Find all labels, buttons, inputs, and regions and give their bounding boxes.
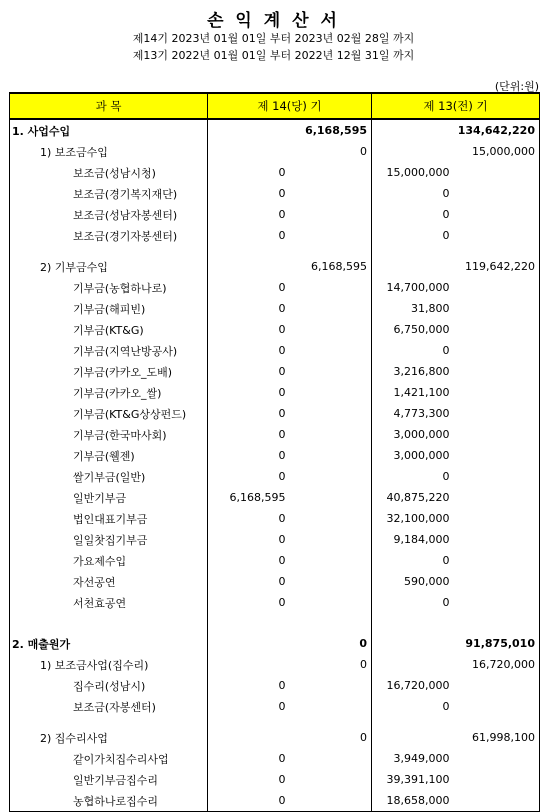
- current-detail: 0: [278, 323, 286, 336]
- prior-subtotal: [454, 382, 540, 403]
- prior-subtotal: [454, 550, 540, 571]
- prior-detail: 3,949,000: [393, 752, 450, 765]
- table-row: [10, 748, 540, 769]
- current-detail: 0: [278, 344, 286, 357]
- current-detail: 0: [278, 752, 286, 765]
- table-row: [10, 277, 540, 298]
- prior-subtotal: [454, 696, 540, 717]
- prior-subtotal: [454, 487, 540, 508]
- current-subtotal: 0: [290, 654, 372, 675]
- current-detail: [208, 654, 290, 675]
- current-detail: [208, 727, 290, 748]
- current-subtotal: [290, 340, 372, 361]
- prior-subtotal: [454, 225, 540, 246]
- prior-detail: [372, 256, 454, 277]
- current-subtotal: [290, 675, 372, 696]
- row-label: 법인대표기부금: [10, 508, 208, 529]
- current-detail: 0: [278, 281, 286, 294]
- prior-subtotal: [454, 508, 540, 529]
- current-detail: 0: [278, 512, 286, 525]
- current-detail: [208, 119, 290, 141]
- prior-subtotal: 15,000,000: [472, 145, 535, 158]
- prior-detail: [372, 654, 454, 675]
- prior-subtotal: [454, 748, 540, 769]
- row-label: 농협하나로집수리: [10, 790, 208, 812]
- row-label: 집수리(성남시): [10, 675, 208, 696]
- prior-detail: 3,216,800: [393, 365, 450, 378]
- prior-subtotal: 91,875,010: [465, 637, 535, 650]
- current-subtotal: [290, 571, 372, 592]
- current-detail: 0: [278, 773, 286, 786]
- prior-detail: [372, 119, 454, 141]
- current-detail: 0: [278, 428, 286, 441]
- prior-detail: 590,000: [404, 575, 450, 588]
- row-label: 1) 보조금수입: [10, 141, 208, 162]
- current-detail: 0: [278, 187, 286, 200]
- row-label: 일반기부금: [10, 487, 208, 508]
- current-detail: 0: [278, 794, 286, 807]
- prior-detail: 39,391,100: [386, 773, 450, 786]
- table-row: [10, 508, 540, 529]
- row-label: 보조금(성남자봉센터): [10, 204, 208, 225]
- current-subtotal: [290, 424, 372, 445]
- prior-detail: 0: [442, 470, 450, 483]
- row-label: 자선공연: [10, 571, 208, 592]
- table-row: [10, 790, 540, 812]
- period-current: 제14기 2023년 01월 01일 부터 2023년 02월 28일 까지: [132, 32, 415, 45]
- prior-detail: 3,000,000: [393, 428, 450, 441]
- row-label: 1) 보조금사업(집수리): [10, 654, 208, 675]
- header-row: [10, 93, 540, 119]
- current-detail: 0: [278, 575, 286, 588]
- row-label: 같이가치집수리사업: [10, 748, 208, 769]
- row-label: 기부금(한국마사회): [10, 424, 208, 445]
- current-detail: 0: [278, 700, 286, 713]
- prior-detail: 31,800: [411, 302, 450, 315]
- prior-subtotal: 61,998,100: [472, 731, 535, 744]
- row-label: 보조금(경기복지재단): [10, 183, 208, 204]
- prior-subtotal: [454, 769, 540, 790]
- current-detail: [208, 633, 290, 654]
- current-subtotal: 0: [290, 727, 372, 748]
- row-label: 1. 사업수입: [10, 119, 208, 141]
- prior-detail: 15,000,000: [386, 166, 450, 179]
- income-statement-table: [9, 92, 540, 812]
- prior-subtotal: [454, 445, 540, 466]
- prior-subtotal: [454, 183, 540, 204]
- current-subtotal: 6,168,595: [290, 119, 372, 141]
- table-row: [10, 204, 540, 225]
- row-label: 보조금(자봉센터): [10, 696, 208, 717]
- row-label: 기부금(웰젠): [10, 445, 208, 466]
- table-row: [10, 466, 540, 487]
- prior-detail: 0: [442, 554, 450, 567]
- table-row: [10, 424, 540, 445]
- prior-subtotal: [454, 466, 540, 487]
- table-row: [10, 550, 540, 571]
- row-label: 보조금(성남시청): [10, 162, 208, 183]
- spacer-row: [10, 246, 540, 256]
- table-row: [10, 361, 540, 382]
- current-detail: 0: [278, 208, 286, 221]
- current-subtotal: [290, 487, 372, 508]
- table-row: [10, 403, 540, 424]
- prior-detail: 0: [442, 208, 450, 221]
- spacer-row: [10, 717, 540, 727]
- header-current: 제 14(당) 기: [208, 93, 372, 119]
- row-label: 일반기부금집수리: [10, 769, 208, 790]
- prior-detail: 40,875,220: [386, 491, 450, 504]
- row-label: 기부금(지역난방공사): [10, 340, 208, 361]
- row-label: 기부금(KT&G상상펀드): [10, 403, 208, 424]
- prior-subtotal: [454, 204, 540, 225]
- current-detail: 0: [278, 229, 286, 242]
- prior-detail: 32,100,000: [386, 512, 450, 525]
- table-row: [10, 675, 540, 696]
- current-subtotal: [290, 466, 372, 487]
- prior-subtotal: [454, 675, 540, 696]
- row-label: 보조금(경기자봉센터): [10, 225, 208, 246]
- prior-detail: 0: [442, 700, 450, 713]
- current-subtotal: [290, 790, 372, 812]
- header-account: 과 목: [10, 93, 208, 119]
- current-detail: 6,168,595: [229, 491, 286, 504]
- prior-subtotal: [454, 592, 540, 613]
- current-subtotal: [290, 319, 372, 340]
- table-row: [10, 162, 540, 183]
- current-subtotal: [290, 162, 372, 183]
- row-label: 2. 매출원가: [10, 633, 208, 654]
- prior-detail: 14,700,000: [386, 281, 450, 294]
- current-subtotal: 6,168,595: [290, 256, 372, 277]
- row-label: 기부금(해피빈): [10, 298, 208, 319]
- current-subtotal: 0: [290, 141, 372, 162]
- prior-subtotal: [454, 298, 540, 319]
- spacer-row: [10, 613, 540, 633]
- current-detail: 0: [278, 679, 286, 692]
- row-label: 기부금(KT&G): [10, 319, 208, 340]
- prior-detail: [372, 633, 454, 654]
- current-detail: 0: [278, 449, 286, 462]
- header-prior: 제 13(전) 기: [372, 93, 540, 119]
- row-label: 기부금(카카오_쌀): [10, 382, 208, 403]
- current-subtotal: [290, 592, 372, 613]
- table-row: [10, 319, 540, 340]
- current-subtotal: [290, 298, 372, 319]
- current-subtotal: [290, 769, 372, 790]
- subsection-row: [10, 256, 540, 277]
- unit-label: (단위:원): [494, 80, 539, 93]
- current-detail: 0: [278, 554, 286, 567]
- prior-detail: 16,720,000: [386, 679, 450, 692]
- prior-detail: 4,773,300: [393, 407, 450, 420]
- current-detail: 0: [278, 596, 286, 609]
- table-row: [10, 382, 540, 403]
- current-subtotal: [290, 183, 372, 204]
- table-row: [10, 769, 540, 790]
- prior-detail: 0: [442, 229, 450, 242]
- prior-subtotal: [454, 340, 540, 361]
- row-label: 일일찻집기부금: [10, 529, 208, 550]
- row-label: 2) 기부금수입: [10, 256, 208, 277]
- table-row: [10, 183, 540, 204]
- current-subtotal: [290, 361, 372, 382]
- current-subtotal: [290, 277, 372, 298]
- prior-detail: 3,000,000: [393, 449, 450, 462]
- prior-subtotal: [454, 529, 540, 550]
- prior-subtotal: [454, 277, 540, 298]
- current-detail: 0: [278, 407, 286, 420]
- row-label: 기부금(농협하나로): [10, 277, 208, 298]
- current-detail: 0: [278, 533, 286, 546]
- section-row: [10, 119, 540, 141]
- current-detail: [208, 141, 290, 162]
- current-subtotal: 0: [290, 633, 372, 654]
- prior-detail: 9,184,000: [393, 533, 450, 546]
- prior-subtotal: 119,642,220: [465, 260, 535, 273]
- prior-detail: 1,421,100: [393, 386, 450, 399]
- prior-subtotal: [454, 361, 540, 382]
- prior-subtotal: [454, 424, 540, 445]
- current-detail: 0: [278, 470, 286, 483]
- prior-detail: [372, 727, 454, 748]
- prior-detail: 0: [442, 344, 450, 357]
- current-subtotal: [290, 382, 372, 403]
- prior-subtotal: 134,642,220: [457, 124, 535, 137]
- row-label: 2) 집수리사업: [10, 727, 208, 748]
- prior-subtotal: [454, 571, 540, 592]
- current-subtotal: [290, 550, 372, 571]
- current-detail: 0: [278, 386, 286, 399]
- period-prior: 제13기 2022년 01월 01일 부터 2022년 12월 31일 까지: [132, 49, 415, 62]
- row-label: 쌀기부금(일반): [10, 466, 208, 487]
- current-subtotal: [290, 225, 372, 246]
- current-subtotal: [290, 445, 372, 466]
- row-label: 기부금(카카오_도배): [10, 361, 208, 382]
- prior-detail: 0: [442, 187, 450, 200]
- table-row: [10, 696, 540, 717]
- current-subtotal: [290, 696, 372, 717]
- row-label: 가요제수입: [10, 550, 208, 571]
- prior-subtotal: [454, 319, 540, 340]
- prior-subtotal: [454, 162, 540, 183]
- subsection-row: [10, 727, 540, 748]
- statement-title: 손 익 계 산 서: [207, 11, 340, 31]
- current-subtotal: [290, 529, 372, 550]
- subsection-row: [10, 654, 540, 675]
- current-subtotal: [290, 748, 372, 769]
- prior-detail: [372, 141, 454, 162]
- prior-subtotal: 16,720,000: [472, 658, 535, 671]
- prior-detail: 0: [442, 596, 450, 609]
- table-row: [10, 445, 540, 466]
- current-subtotal: [290, 403, 372, 424]
- prior-detail: 18,658,000: [386, 794, 450, 807]
- table-row: [10, 225, 540, 246]
- prior-subtotal: [454, 403, 540, 424]
- table-row: [10, 340, 540, 361]
- table-row: [10, 592, 540, 613]
- table-row: [10, 487, 540, 508]
- current-subtotal: [290, 204, 372, 225]
- prior-detail: 6,750,000: [393, 323, 450, 336]
- current-detail: 0: [278, 302, 286, 315]
- table-row: [10, 298, 540, 319]
- current-detail: 0: [278, 166, 286, 179]
- subsection-row: [10, 141, 540, 162]
- current-detail: [208, 256, 290, 277]
- table-row: [10, 529, 540, 550]
- current-subtotal: [290, 508, 372, 529]
- row-label: 서천효공연: [10, 592, 208, 613]
- prior-subtotal: [454, 790, 540, 812]
- table-row: [10, 571, 540, 592]
- current-detail: 0: [278, 365, 286, 378]
- section-row: [10, 633, 540, 654]
